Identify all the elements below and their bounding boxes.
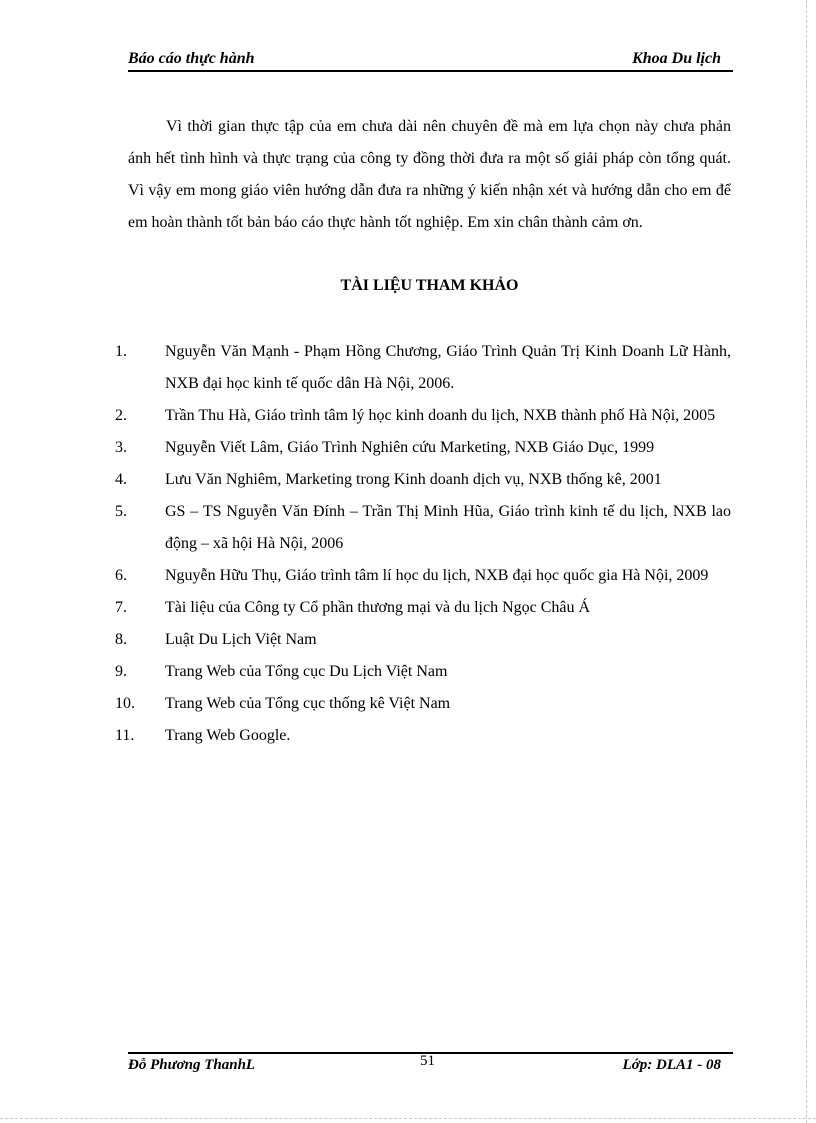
reference-text: Trang Web Google. (165, 727, 291, 744)
reference-text: Tài liệu của Công ty Cổ phần thương mại và du lịch Ngọc Châu Á (165, 599, 591, 616)
reference-text: Nguyễn Viết Lâm, Giáo Trình Nghiên cứu Marketing, NXB Giáo Dục, 1999 (165, 439, 655, 456)
header-rule (128, 70, 733, 72)
page-edge-right (806, 0, 807, 1123)
reference-number: 9. (115, 663, 127, 680)
reference-item (115, 496, 731, 560)
reference-number: 1. (115, 343, 127, 360)
reference-number: 4. (115, 471, 127, 488)
reference-item (115, 624, 731, 656)
footer-class: Lớp: DLA1 - 08 (622, 1057, 721, 1073)
page-number: 51 (420, 1053, 435, 1069)
references-title: TÀI LIỆU THAM KHẢO (340, 277, 519, 294)
page-edge-bottom (0, 1118, 816, 1119)
reference-text: Trang Web của Tổng cục Du Lịch Việt Nam (165, 663, 448, 680)
reference-item (115, 592, 731, 624)
footer-author: Đỗ Phương ThanhL (128, 1057, 256, 1073)
reference-text: Trần Thu Hà, Giáo trình tâm lý học kinh doanh du lịch, NXB thành phố Hà Nội, 2005 (165, 407, 716, 424)
reference-item (115, 688, 731, 720)
reference-number: 6. (115, 567, 127, 584)
reference-number: 3. (115, 439, 127, 456)
reference-number: 5. (115, 503, 127, 520)
closing-paragraph: Vì thời gian thực tập của em chưa dài nên chuyên đề mà em lựa chọn này chưa phản ánh hết tình hình và thực trạng của công ty đồng thời đưa ra một số giải pháp còn tổng quát. Vì vậy em mong giáo viên hướng dẫn đưa ra những ý kiến nhận xét và hướng dẫn cho em để em hoàn thành tốt bản báo cáo thực hành tốt nghiệp. Em xin chân thành cảm ơn. (128, 118, 731, 231)
reference-item (115, 400, 731, 432)
header-report-title: Báo cáo thực hành (128, 50, 255, 67)
reference-text: Luật Du Lịch Việt Nam (165, 631, 317, 648)
reference-item (115, 720, 731, 752)
reference-number: 8. (115, 631, 127, 648)
reference-number: 7. (115, 599, 127, 616)
reference-number: 10. (115, 695, 135, 712)
reference-item (115, 336, 731, 400)
reference-number: 11. (115, 727, 135, 744)
reference-text: Nguyễn Hữu Thụ, Giáo trình tâm lí học du lịch, NXB đại học quốc gia Hà Nội, 2009 (165, 567, 709, 584)
reference-text: Trang Web của Tổng cục thống kê Việt Nam (165, 695, 451, 712)
reference-number: 2. (115, 407, 127, 424)
reference-text: GS – TS Nguyễn Văn Đính – Trần Thị Minh Hũa, Giáo trình kinh tế du lịch, NXB lao động – xã hội Hà Nội, 2006 (165, 503, 731, 552)
reference-item (115, 432, 731, 464)
page-footer (128, 1053, 733, 1077)
reference-item (115, 560, 731, 592)
references-list (115, 336, 731, 752)
reference-text: Nguyễn Văn Mạnh - Phạm Hồng Chương, Giáo Trình Quản Trị Kinh Doanh Lữ Hành, NXB đại học kinh tế quốc dân Hà Nội, 2006. (165, 343, 731, 392)
page-header (128, 50, 733, 72)
reference-text: Lưu Văn Nghiêm, Marketing trong Kinh doanh dịch vụ, NXB thống kê, 2001 (165, 471, 662, 488)
reference-item (115, 464, 731, 496)
reference-item (115, 656, 731, 688)
header-department: Khoa Du lịch (632, 50, 721, 67)
